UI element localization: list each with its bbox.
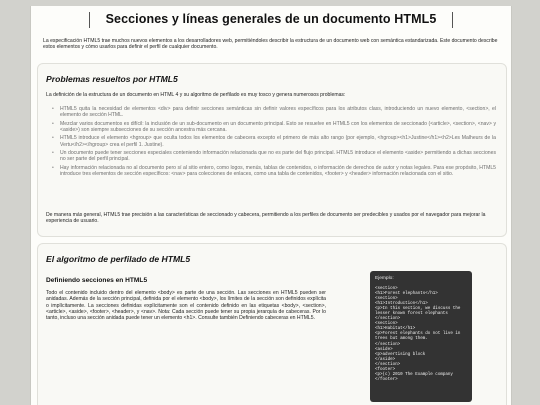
- list-item: • Hay información relacionada no al documento pero sí al sitio entero, como logos, menús, tablas de contenidos, o información de derechos de autor y notas legales. Para ese propósito, HTML5 introduce tres elementos de sección específicos: <nav> para colecciones de enlaces, como una tabla de contenidos, <footer> y <header> información relacionada con el sitio.: [60, 165, 496, 177]
- code-line: <section>: [375, 297, 398, 302]
- code-line: <aside>: [375, 347, 393, 352]
- problems-lead: La definición de la estructura de un documento en HTML 4 y su algoritmo de perfilado es muy tosco y genera numerosos problemas:: [46, 92, 346, 98]
- problems-list: [60, 106, 496, 180]
- list-item: • Mezclar varios documentos es difícil: la inclusión de un sub-documento en un documento principal. Esto se resuelve en HTML5 con los elementos de seccionado (<article>, <section>, <nav> y <aside>) son siempre subsecciones de su sección ancestra más cercana.: [60, 121, 496, 133]
- code-line: <section>: [375, 322, 398, 327]
- intro-paragraph: La especificación HTML5 trae muchos nuevos elementos a los desarrolladores web, permitiéndoles describir la estructura de un documento web con semántica estandarizada. Este documento describe estos elementos y cómo usarlos para definir el perfil de cualquier documento.: [43, 38, 498, 51]
- outline-algorithm-section: [37, 243, 507, 405]
- code-line: </section>: [375, 317, 401, 322]
- algorithm-heading: El algoritmo de perfilado de HTML5: [46, 254, 191, 264]
- problems-closing: De manera más general, HTML5 trae precisión a las características de seccionado y cabecera, permitiendo a los perfiles de documento ser predecibles y usados por el navegador para mejorar la experiencia de usuario.: [46, 212, 486, 225]
- defining-sections-subheading: Definiendo secciones en HTML5: [46, 277, 148, 284]
- code-example-title: Ejemplo:: [375, 276, 394, 281]
- code-line: <p>Forest elephants do not live in trees but among them.: [375, 332, 463, 342]
- code-line: <footer>: [375, 367, 396, 372]
- list-item: • HTML5 quita la necesidad de elementos <div> para definir secciones semánticas sin definir valores específicos para los atributos class, introduciendo un nuevo elemento, <section>, el elemento de sección HTML.: [60, 106, 496, 118]
- problems-section: [37, 63, 507, 237]
- article-page: [30, 6, 512, 405]
- code-line: <h1>Introduction</h1>: [375, 302, 428, 307]
- list-item: • HTML5 introduce el elemento <hgroup> que ocultа todos los elementos de cabecera excepto el primero de más alto rango (por ejemplo, <hgroup><h1>Justine</h1><h2>Les Malheurs de la Vertu</h2></hgroup> crea el perfil 1. Justine).: [60, 135, 496, 147]
- code-line: <p>(c) 2010 The Example company: [375, 372, 453, 377]
- list-item: • Un documento puede tener secciones especiales conteniendo información relacionada que no es parte del flujo principal. HTML5 introduce el elemento <aside> permitiendo a dichas secciones no ser parte del perfil principal.: [60, 150, 496, 162]
- title-bar: [31, 6, 511, 32]
- code-example: [375, 287, 467, 383]
- code-line: </footer>: [375, 377, 398, 382]
- title-rule-right: [452, 12, 453, 28]
- code-line: <h1>Habitat</h1>: [375, 327, 416, 332]
- title-rule-left: [89, 12, 90, 28]
- code-line: <p>In this section, we discuss the lesser known forest elephants: [375, 307, 463, 317]
- code-line: </aside>: [375, 357, 396, 362]
- code-line: <p>advertising block: [375, 352, 426, 357]
- code-line: <h1>Forest elephants</h1>: [375, 292, 438, 297]
- code-line: <section>: [375, 287, 398, 291]
- code-line: </section>: [375, 342, 401, 347]
- page-title: Secciones y líneas generales de un documento HTML5: [105, 12, 437, 26]
- problems-heading: Problemas resueltos por HTML5: [46, 74, 178, 84]
- code-line: </section>: [375, 362, 401, 367]
- defining-sections-body: Todo el contenido incluido dentro del elemento <body> es parte de una sección. Las secciones en HTML5 pueden ser anidadas. Además de la sección principal, definida por el elemento <body>, los límites de la sección son definidos explícita o implícitamente. La secciones definidas explícitamente son el contenido definido en las etiquetas <body>, <section>, <article>, <aside>, <footer>, <header>, y <nav>. Nota: Cada sección puede tener su propia jerarquía de cabeceras. Por lo tanto, incluso una sección anidada puede tener un elemento <h1>. Consulte también Definiendo cabeceras en HTML5.: [46, 290, 326, 322]
- code-example-box: [370, 271, 472, 402]
